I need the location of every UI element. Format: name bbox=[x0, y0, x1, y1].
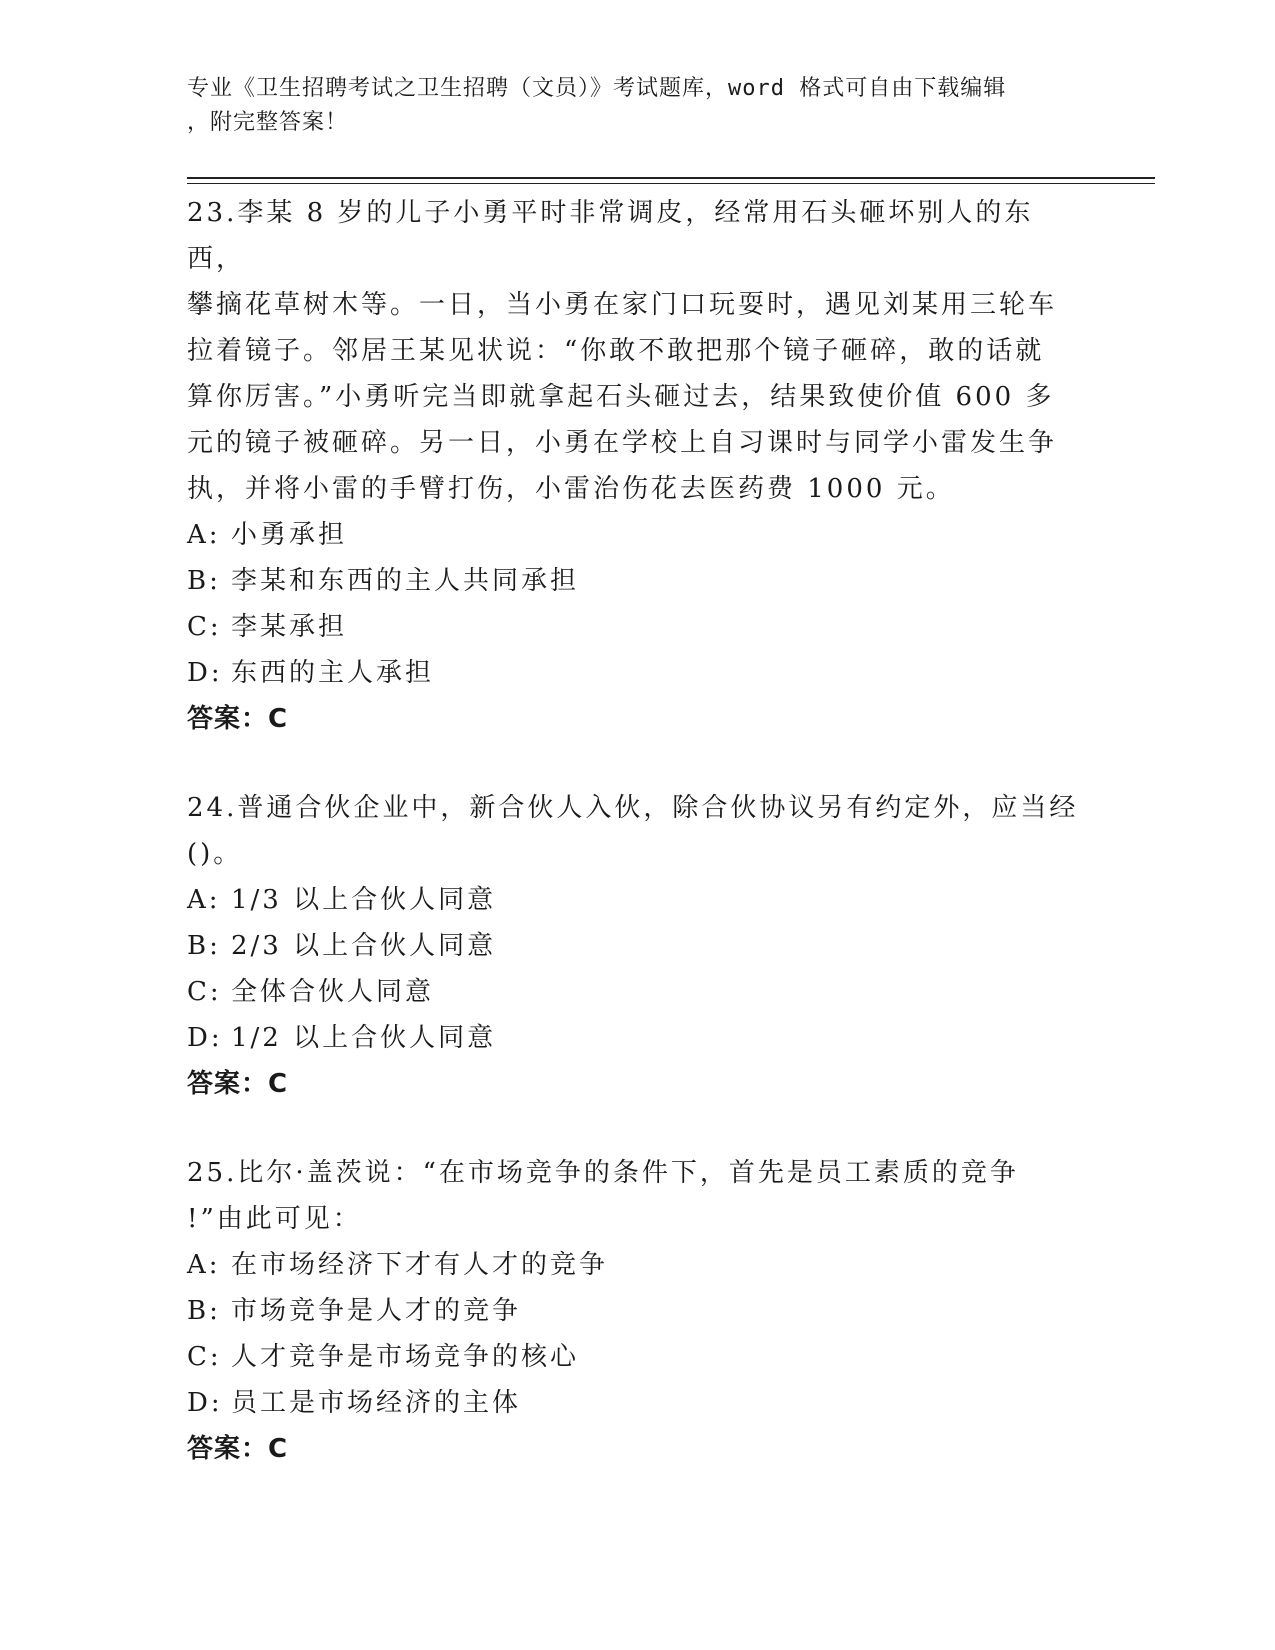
option-letter: B: bbox=[187, 566, 221, 596]
option-letter: D: bbox=[187, 1388, 223, 1418]
option-letter: B: bbox=[187, 1296, 221, 1326]
option-text: 人才竞争是市场竞争的核心 bbox=[231, 1342, 580, 1372]
option-a bbox=[187, 512, 1087, 558]
option-letter: C: bbox=[187, 1342, 222, 1372]
option-c bbox=[187, 604, 1087, 650]
option-text: 员工是市场经济的主体 bbox=[231, 1388, 522, 1418]
header-line-2: ，附完整答案！ bbox=[187, 110, 349, 135]
option-d bbox=[187, 650, 1087, 696]
option-d bbox=[187, 1015, 1087, 1061]
option-letter: A: bbox=[187, 1250, 221, 1280]
option-b bbox=[187, 558, 1087, 604]
option-text: 市场竞争是人才的竞争 bbox=[231, 1296, 522, 1326]
option-text: 全体合伙人同意 bbox=[231, 977, 435, 1007]
stem-line: 攀摘花草树木等。一日，当小勇在家门口玩耍时，遇见刘某用三轮车 bbox=[187, 290, 1058, 320]
answer-line: 答案：C bbox=[187, 704, 289, 734]
option-text: 1/2 以上合伙人同意 bbox=[231, 1023, 497, 1053]
option-text: 1/3 以上合伙人同意 bbox=[231, 885, 497, 915]
option-c bbox=[187, 1334, 1087, 1380]
question-stem bbox=[187, 785, 1087, 877]
answer-line: 答案：C bbox=[187, 1069, 289, 1099]
stem-line: ()。 bbox=[187, 839, 243, 869]
option-letter: A: bbox=[187, 520, 221, 550]
option-letter: C: bbox=[187, 612, 222, 642]
stem-line: 拉着镜子。邻居王某见状说：“你敢不敢把那个镜子砸碎，敢的话就 bbox=[187, 336, 1045, 366]
option-text: 李某和东西的主人共同承担 bbox=[231, 566, 580, 596]
header-line-1: 专业《卫生招聘考试之卫生招聘（文员）》考试题库，word 格式可自由下载编辑 bbox=[187, 76, 1007, 101]
question-stem bbox=[187, 190, 1087, 512]
answer-line: 答案：C bbox=[187, 1434, 289, 1464]
option-text: 东西的主人承担 bbox=[231, 658, 435, 688]
document-header bbox=[187, 72, 1077, 140]
option-letter: A: bbox=[187, 885, 221, 915]
header-divider-thin bbox=[187, 183, 1155, 184]
option-a bbox=[187, 877, 1087, 923]
option-letter: D: bbox=[187, 658, 223, 688]
question-24 bbox=[187, 785, 1087, 1107]
option-text: 2/3 以上合伙人同意 bbox=[231, 931, 497, 961]
option-letter: D: bbox=[187, 1023, 223, 1053]
stem-line: 24.普通合伙企业中，新合伙人入伙，除合伙协议另有约定外，应当经 bbox=[187, 793, 1079, 823]
option-text: 李某承担 bbox=[231, 612, 348, 642]
option-d bbox=[187, 1380, 1087, 1426]
question-list bbox=[187, 190, 1087, 1515]
stem-line: 25.比尔·盖茨说：“在市场竞争的条件下，首先是员工素质的竞争 bbox=[187, 1158, 1019, 1188]
stem-line: 算你厉害。”小勇听完当即就拿起石头砸过去，结果致使价值 600 多 bbox=[187, 382, 1055, 412]
option-text: 在市场经济下才有人才的竞争 bbox=[231, 1250, 609, 1280]
option-a bbox=[187, 1242, 1087, 1288]
stem-line: 执，并将小雷的手臂打伤，小雷治伤花去医药费 1000 元。 bbox=[187, 474, 955, 504]
question-25 bbox=[187, 1150, 1087, 1472]
option-b bbox=[187, 1288, 1087, 1334]
header-divider-thick bbox=[187, 177, 1155, 179]
option-text: 小勇承担 bbox=[231, 520, 348, 550]
option-b bbox=[187, 923, 1087, 969]
question-23 bbox=[187, 190, 1087, 742]
question-stem bbox=[187, 1150, 1087, 1242]
stem-line: 元的镜子被砸碎。另一日，小勇在学校上自习课时与同学小雷发生争 bbox=[187, 428, 1058, 458]
option-letter: C: bbox=[187, 977, 222, 1007]
stem-line: !”由此可见： bbox=[187, 1204, 362, 1234]
stem-line: 23.李某 8 岁的儿子小勇平时非常调皮，经常用石头砸坏别人的东西， bbox=[187, 198, 1034, 274]
option-letter: B: bbox=[187, 931, 221, 961]
option-c bbox=[187, 969, 1087, 1015]
